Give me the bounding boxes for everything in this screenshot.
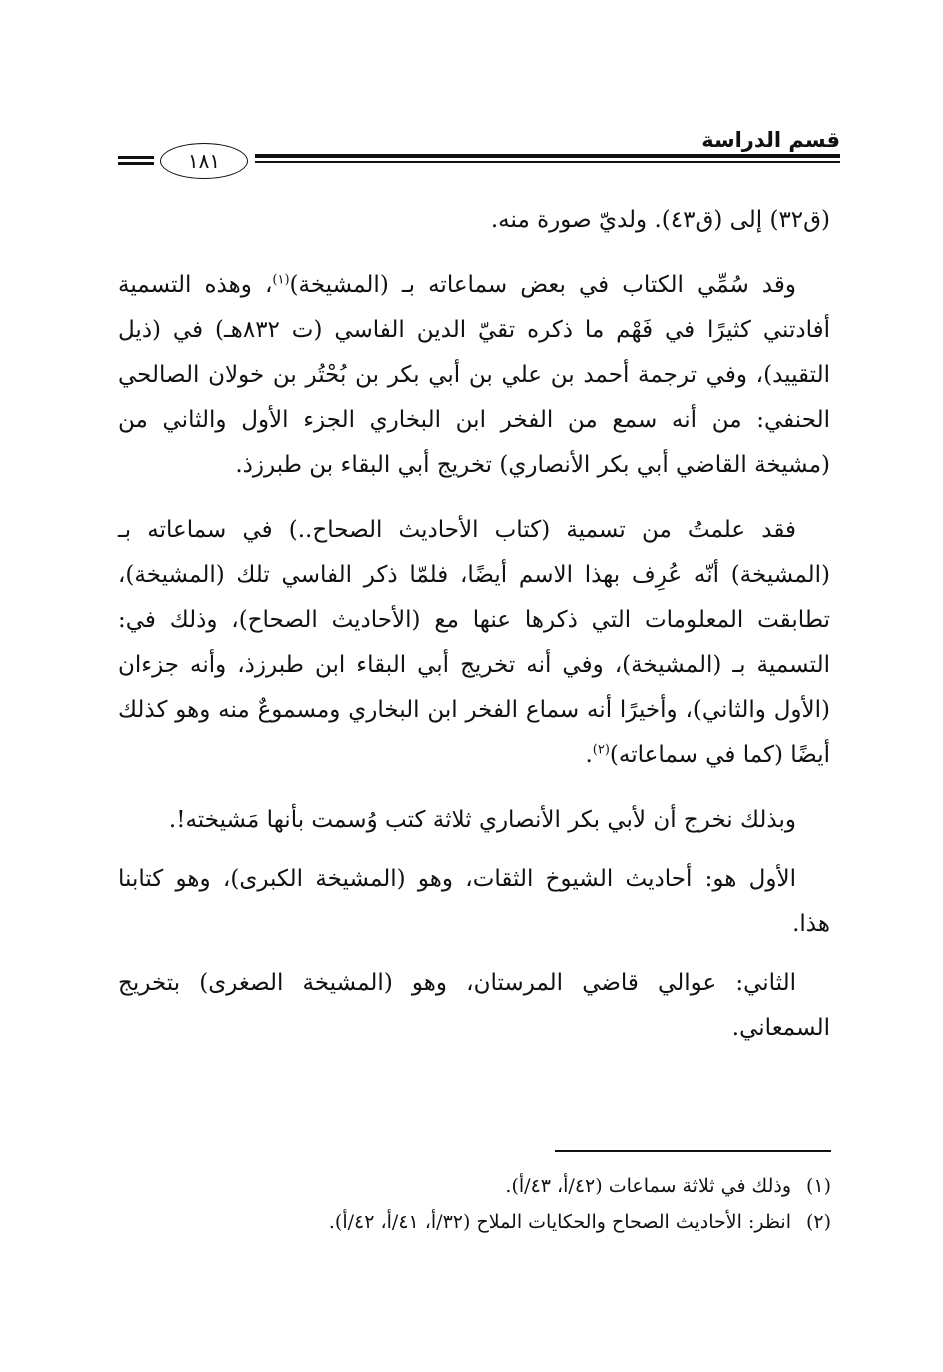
paragraph-naming-start: وقد سُمِّي الكتاب في بعض سماعاته بـ (المشيخة) xyxy=(289,272,796,298)
footnote-1 xyxy=(111,1168,831,1204)
paragraph-naming xyxy=(118,263,830,488)
section-title: قسم الدراسة xyxy=(701,128,840,152)
paragraph-knowledge xyxy=(118,508,830,778)
header-rule-thick xyxy=(255,154,840,158)
footnote-ref-1[interactable]: (١) xyxy=(272,272,290,288)
header-rule-thin xyxy=(255,161,840,163)
paragraph-conclusion: وبذلك نخرج أن لأبي بكر الأنصاري ثلاثة كتب وُسمت بأنها مَشيخته!. xyxy=(168,807,796,833)
footnotes xyxy=(111,1168,831,1240)
page-number: ١٨١ xyxy=(160,143,248,179)
paragraph-first-book: الأول هو: أحاديث الشيوخ الثقات، وهو (المشيخة الكبرى)، وهو كتابنا هذا. xyxy=(118,866,830,937)
footnote-2 xyxy=(111,1204,831,1240)
footnote-1-mark: (١) xyxy=(805,1175,831,1197)
footnote-2-text: انظر: الأحاديث الصحاح والحكايات الملاح (٣٢/أ، ٤١/أ، ٤٢/أ). xyxy=(328,1211,791,1233)
footnote-ref-2[interactable]: (٢) xyxy=(592,742,610,758)
footnote-2-mark: (٢) xyxy=(805,1211,831,1233)
paragraph-knowledge-text: فقد علمتُ من تسمية (كتاب الأحاديث الصحاح..) في سماعاته بـ (المشيخة) أنّه عُرِف بهذا الاسم أيضًا، فلمّا ذكر الفاسي تلك (المشيخة)، تطابقت المعلومات التي ذكرها عنها مع (الأحاديث الصحاح)، وذلك في: التسمية بـ (المشيخة)، وفي أنه تخريج أبي البقاء ابن طبرزذ، وأنه جزءان (الأول والثاني)، وأخيرًا أنه سماع الفخر ابن البخاري ومسموعٌ منه وهو كذلك أيضًا (كما في سماعاته) xyxy=(118,517,830,768)
footnote-separator xyxy=(555,1150,831,1152)
paragraph-naming-rest: ، وهذه التسمية أفادتني كثيرًا في فَهْم ما ذكره تقيّ الدين الفاسي (ت ٨٣٢هـ) في (ذيل التقييد)، وفي ترجمة أحمد بن علي بن أبي بكر بن بُحْتُر بن خولان الصالحي الحنفي: من أنه سمع من الفخر ابن البخاري الجزء الأول والثاني من (مشيخة القاضي أبي بكر الأنصاري) تخريج أبي البقاء بن طبرزذ. xyxy=(118,272,830,478)
paragraph-second-book: الثاني: عوالي قاضي المرستان، وهو (المشيخة الصغرى) بتخريج السمعاني. xyxy=(118,970,830,1041)
footnote-1-text: وذلك في ثلاثة سماعات (٤٢/أ، ٤٣/أ). xyxy=(505,1175,791,1197)
paragraph-continuation: (ق٣٢) إلى (ق٤٣). ولديّ صورة منه. xyxy=(490,207,830,233)
header-rule-left xyxy=(118,156,154,159)
page-header xyxy=(110,128,840,188)
main-text xyxy=(118,198,830,1051)
header-rule-left-second xyxy=(118,162,154,165)
paragraph-knowledge-end: . xyxy=(585,742,593,768)
